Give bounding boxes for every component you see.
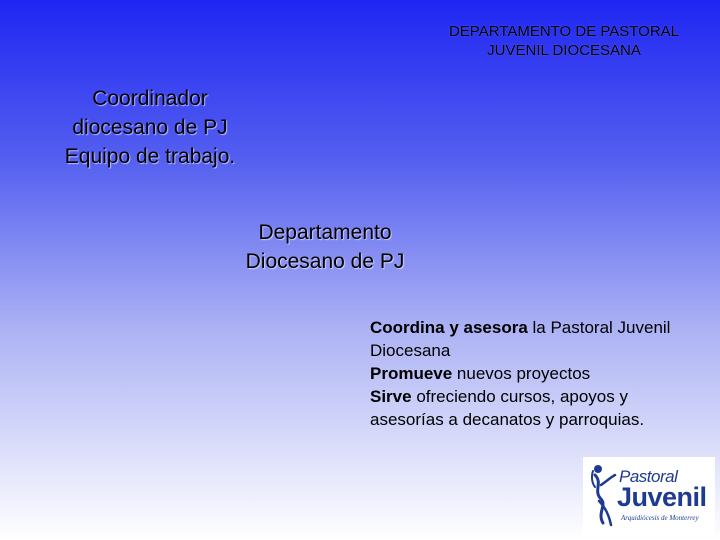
description-item-coordina-text: la Pastoral Juvenil Diocesana xyxy=(370,318,671,360)
description-item-sirve-bold: Sirve xyxy=(370,387,412,406)
description-item-coordina-bold: Coordina y asesora xyxy=(370,318,528,337)
department-line-1: Departamento xyxy=(258,221,392,244)
header-line-2: JUVENIL DIOCESANA xyxy=(487,42,641,59)
logo-word-pastoral: Pastoral xyxy=(619,467,678,486)
coordinator-block xyxy=(40,84,260,171)
description-item-promueve-text: nuevos proyectos xyxy=(452,364,591,383)
description-item-promueve-bold: Promueve xyxy=(370,364,453,383)
page-header-title xyxy=(434,22,694,60)
coordinator-line-3: Equipo de trabajo. xyxy=(64,145,236,168)
pastoral-juvenil-logo xyxy=(583,457,715,535)
logo-subtitle: Arquidiócesis de Monterrey xyxy=(621,514,699,522)
department-block xyxy=(210,218,440,276)
description-item-sirve xyxy=(370,385,700,431)
description-item-coordina xyxy=(370,316,700,362)
description-item-promueve xyxy=(370,362,700,385)
dancing-figure-icon xyxy=(589,461,619,531)
description-block xyxy=(370,316,700,431)
header-line-1: DEPARTAMENTO DE PASTORAL xyxy=(448,23,680,40)
coordinator-line-2: diocesano de PJ xyxy=(72,116,228,139)
description-item-sirve-text: ofreciendo cursos, apoyos y asesorías a decanatos y parroquias. xyxy=(370,387,645,429)
department-line-2: Diocesano de PJ xyxy=(245,250,405,273)
logo-word-juvenil: Juvenil xyxy=(617,482,707,512)
coordinator-line-1: Coordinador xyxy=(92,87,208,110)
